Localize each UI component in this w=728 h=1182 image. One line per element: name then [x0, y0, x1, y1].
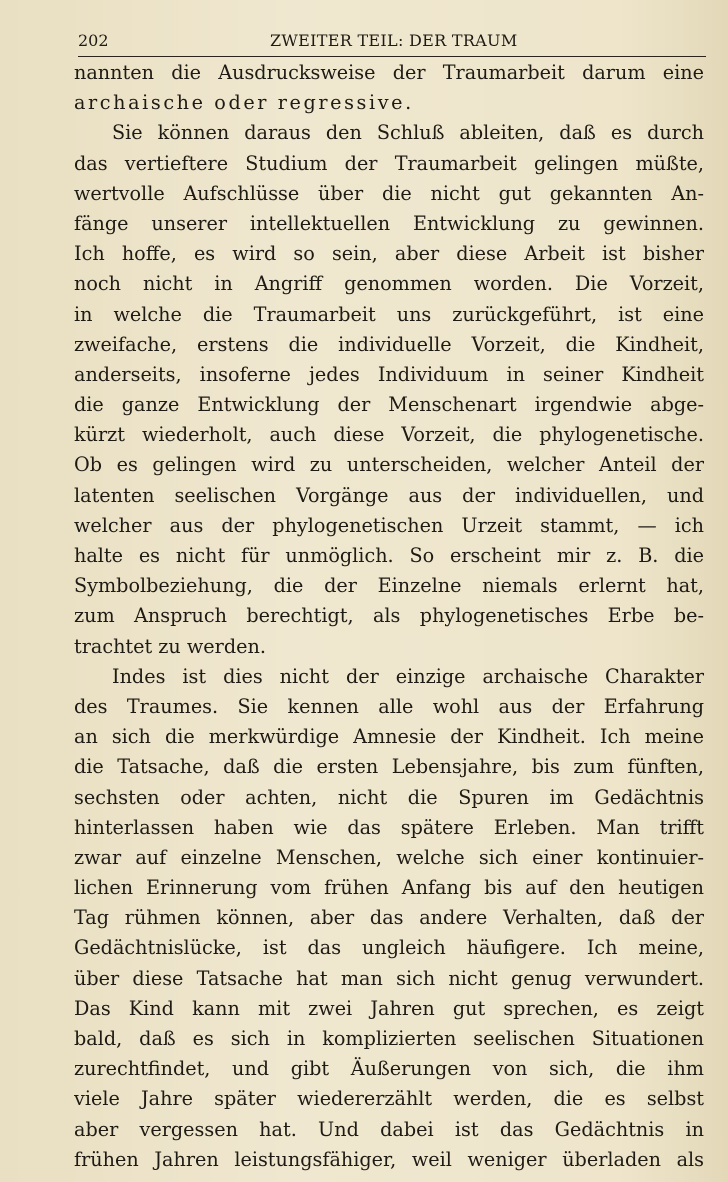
text-line: Indes ist dies nicht der einzige archaische Charakter: [112, 664, 704, 688]
text-line: zweifache, erstens die individuelle Vorzeit, die Kindheit,: [74, 332, 704, 356]
text-line: bald, daß es sich in komplizierten seelischen Situationen: [74, 1027, 704, 1050]
text-line: des Traumes. Sie kennen alle wohl aus der Erfahrung: [74, 694, 704, 718]
text-line: halte es nicht für unmöglich. So erscheint mir z. B. die: [74, 544, 704, 567]
text-line: über diese Tatsache hat man sich nicht genug verwundert.: [74, 966, 704, 990]
text-line: Gedächtnislücke, ist das ungleich häufigere. Ich meine,: [74, 936, 704, 960]
text-line: latenten seelischen Vorgänge aus der individuellen, und: [74, 483, 704, 507]
page-number: 202: [78, 31, 109, 50]
text-line: nannten die Ausdrucksweise der Traumarbeit darum eine: [74, 61, 704, 84]
text-line: Ich hoffe, es wird so sein, aber diese Arbeit ist bisher: [74, 242, 704, 266]
text-line: an sich die merkwürdige Amnesie der Kindheit. Ich meine: [74, 725, 704, 749]
text-line: die Tatsache, daß die ersten Lebensjahre, bis zum fünften,: [74, 755, 704, 779]
text-line: zwar auf einzelne Menschen, welche sich einer kontinuier-: [74, 845, 704, 869]
page-header: [78, 30, 706, 57]
text-line: archaische oder regressive.: [74, 91, 414, 115]
text-line: Ob es gelingen wird zu unterscheiden, welcher Anteil der: [74, 453, 704, 477]
text-line: noch nicht in Angriff genommen worden. Die Vorzeit,: [74, 272, 704, 296]
text-line: viele Jahre später wiedererzählt werden, die es selbst: [74, 1087, 704, 1111]
text-line: Tag rühmen können, aber das andere Verhalten, daß der: [74, 906, 704, 930]
text-line: welcher aus der phylogenetischen Urzeit stammt, — ich: [74, 513, 704, 537]
text-line: in welche die Traumarbeit uns zurückgeführt, ist eine: [74, 302, 704, 326]
text-line: Symbolbeziehung, die der Einzelne niemals erlernt hat,: [74, 574, 704, 598]
text-line: zurechtfindet, und gibt Äußerungen von sich, die ihm: [74, 1057, 704, 1081]
text-line: wertvolle Aufschlüsse über die nicht gut gekannten An-: [74, 181, 704, 205]
text-line: sechsten oder achten, nicht die Spuren im Gedächtnis: [74, 785, 704, 809]
text-line: Das Kind kann mit zwei Jahren gut sprechen, es zeigt: [74, 996, 704, 1020]
text-line: lichen Erinnerung vom frühen Anfang bis auf den heutigen: [74, 876, 704, 900]
text-line: Sie können daraus den Schluß ableiten, daß es durch: [112, 121, 704, 145]
text-line: aber vergessen hat. Und dabei ist das Gedächtnis in: [74, 1117, 704, 1141]
text-line: die ganze Entwicklung der Menschenart irgendwie abge-: [74, 393, 704, 417]
body-text: [74, 58, 704, 1175]
text-line: trachtet zu werden.: [74, 634, 266, 658]
text-line: anderseits, insoferne jedes Individuum in seiner Kindheit: [74, 362, 704, 386]
text-line: zum Anspruch berechtigt, als phylogenetisches Erbe be-: [74, 604, 704, 628]
running-head: ZWEITER TEIL: DER TRAUM: [270, 31, 518, 50]
text-line: hinterlassen haben wie das spätere Erleben. Man trifft: [74, 815, 704, 839]
text-line: kürzt wiederholt, auch diese Vorzeit, die phylogenetische.: [74, 423, 704, 447]
text-line: frühen Jahren leistungsfähiger, weil weniger überladen als: [74, 1147, 704, 1171]
text-line: fänge unserer intellektuellen Entwicklung zu gewinnen.: [74, 211, 704, 235]
text-line: das vertieftere Studium der Traumarbeit gelingen müßte,: [74, 151, 704, 175]
